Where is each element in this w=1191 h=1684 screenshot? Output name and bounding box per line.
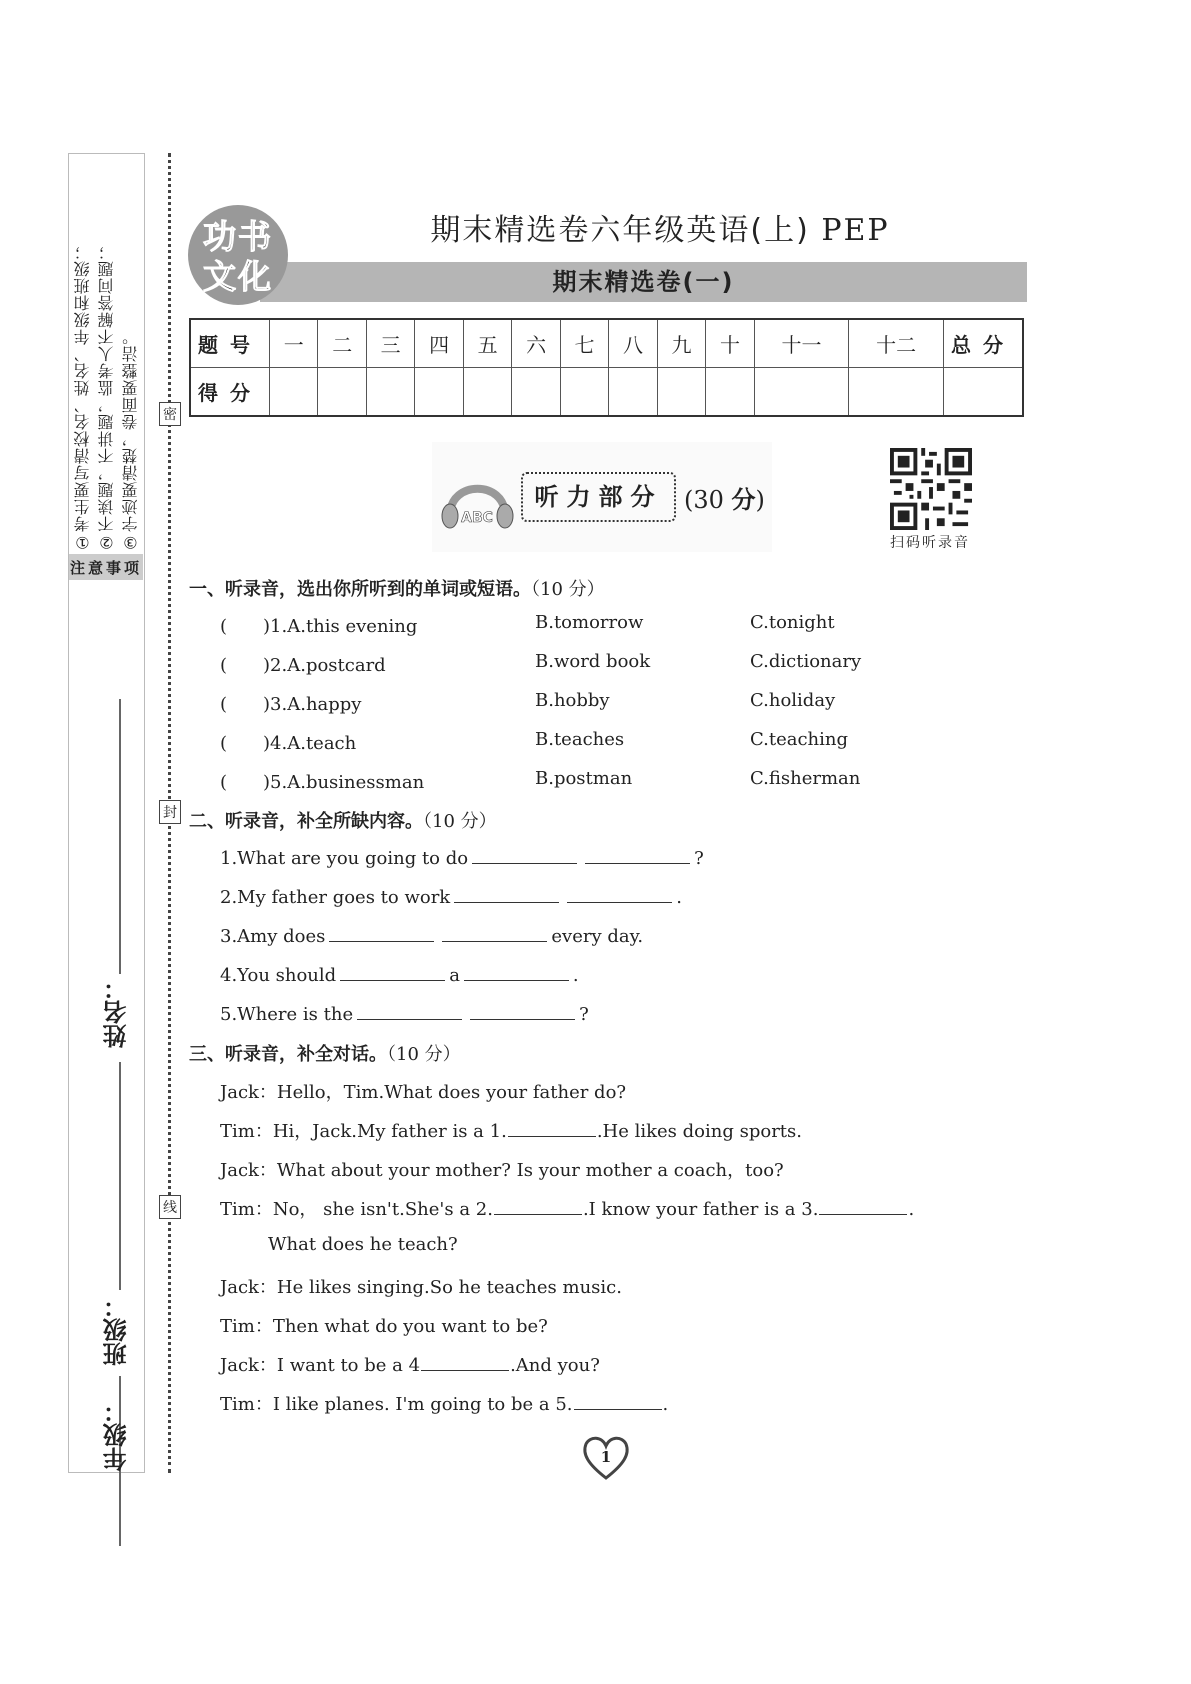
dialogue-line: Tim：No， she isn't.She's a 2. .I know your father is a 3. . xyxy=(220,1195,914,1221)
score-cell[interactable] xyxy=(366,368,414,417)
svg-text:1: 1 xyxy=(600,1448,612,1466)
seal-xian: 线 xyxy=(159,1195,181,1219)
option-b: B.tomorrow xyxy=(535,612,644,633)
score-cell[interactable] xyxy=(270,368,318,417)
fill-blank-row: 2.My father goes to work . xyxy=(220,884,682,908)
dialogue-line: Jack：I want to be a 4 .And you? xyxy=(220,1351,600,1377)
option-b: B.teaches xyxy=(535,729,625,750)
score-header-row: 题号 一 二 三 四 五 六 七 八 九 十 十一 十二 总分 xyxy=(190,319,1023,368)
choice-row: ( )2.A.postcard xyxy=(220,655,386,676)
qr-code-icon[interactable] xyxy=(890,448,972,530)
fill-blank-row: 4.You should a . xyxy=(220,962,579,986)
headphones-icon xyxy=(440,470,515,530)
heart-page-number-icon xyxy=(580,1432,632,1482)
seal-mi: 密 xyxy=(159,402,181,426)
score-cell[interactable] xyxy=(318,368,366,417)
blank-input[interactable] xyxy=(454,884,559,903)
total-score-cell[interactable] xyxy=(944,368,1024,417)
answer-bracket[interactable]: ( )4. xyxy=(220,733,288,754)
score-cell[interactable] xyxy=(463,368,511,417)
page-title: 期末精选卷六年级英语(上) PEP xyxy=(430,213,890,248)
blank-input[interactable] xyxy=(329,923,434,942)
score-cell[interactable] xyxy=(512,368,560,417)
row-label: 题号 xyxy=(190,319,270,368)
choice-row: ( )1.A.this evening xyxy=(220,616,418,637)
note-1: ①考生要写清校名、姓名、年级和班级； xyxy=(73,243,92,552)
blank-input[interactable] xyxy=(464,962,569,981)
notes-label: 注意事项 xyxy=(69,554,143,580)
score-value-row xyxy=(190,368,1023,417)
choice-row: ( )3.A.happy xyxy=(220,694,362,715)
blank-input[interactable] xyxy=(494,1196,582,1215)
dialogue-line: Jack：What about your mother? Is your mother a coach，too? xyxy=(220,1160,784,1181)
dialogue-line: What does he teach? xyxy=(268,1234,458,1255)
blank-input[interactable] xyxy=(585,845,690,864)
option-b: B.word book xyxy=(535,651,651,672)
blank-input[interactable] xyxy=(567,884,672,903)
choice-row: ( )4.A.teach xyxy=(220,733,357,754)
row-label: 得分 xyxy=(190,368,270,417)
listening-score: (30 分) xyxy=(684,486,765,514)
class-label: 班级： xyxy=(103,1294,131,1366)
blank-input[interactable] xyxy=(470,1001,575,1020)
choice-row: ( )5.A.businessman xyxy=(220,772,425,793)
svg-text:ABC: ABC xyxy=(461,510,493,526)
fill-blank-row: 5.Where is the ? xyxy=(220,1001,589,1025)
section-3-title: 三、听录音，补全对话。（10 分） xyxy=(189,1044,461,1065)
paper-subtitle: 期末精选卷(一) xyxy=(552,268,735,296)
blank-input[interactable] xyxy=(508,1118,596,1137)
fill-blank-row: 3.Amy does every day. xyxy=(220,923,643,947)
seal-feng: 封 xyxy=(159,800,181,824)
dialogue-line: Tim：Then what do you want to be? xyxy=(220,1316,548,1337)
grade-label: 年级： xyxy=(103,1399,131,1471)
fill-blank-row: 1.What are you going to do ? xyxy=(220,845,704,869)
note-2: ②不读题，不讲题，监考人不解答问题； xyxy=(97,243,116,552)
answer-bracket[interactable]: ( )1. xyxy=(220,616,288,637)
option-c: C.fisherman xyxy=(750,768,861,789)
section-1-title: 一、听录音，选出你所听到的单词或短语。（10 分） xyxy=(189,579,605,600)
class-input-line[interactable] xyxy=(119,1062,121,1290)
dialogue-line: Tim：I like planes. I'm going to be a 5. . xyxy=(220,1390,668,1416)
option-c: C.tonight xyxy=(750,612,835,633)
blank-input[interactable] xyxy=(472,845,577,864)
score-cell[interactable] xyxy=(706,368,754,417)
option-c: C.holiday xyxy=(750,690,836,711)
binding-sidebar xyxy=(68,153,145,1473)
section-2-title: 二、听录音，补全所缺内容。（10 分） xyxy=(189,811,497,832)
dialogue-line: Jack：Hello，Tim.What does your father do? xyxy=(220,1082,627,1103)
option-b: B.postman xyxy=(535,768,633,789)
brand-logo: 功书 文化 xyxy=(188,205,288,305)
option-b: B.hobby xyxy=(535,690,610,711)
qr-label: 扫码听录音 xyxy=(890,535,970,551)
listening-section-label: 听力部分 xyxy=(521,472,676,522)
blank-input[interactable] xyxy=(819,1196,907,1215)
score-cell[interactable] xyxy=(754,368,849,417)
dialogue-line: Jack：He likes singing.So he teaches music. xyxy=(220,1277,622,1298)
option-c: C.teaching xyxy=(750,729,849,750)
note-3: ③字迹要清楚，卷面要整洁。 xyxy=(121,328,140,552)
option-c: C.dictionary xyxy=(750,651,862,672)
blank-input[interactable] xyxy=(574,1391,662,1410)
score-table xyxy=(189,318,1024,417)
score-cell[interactable] xyxy=(609,368,657,417)
name-label: 姓名： xyxy=(103,976,131,1048)
answer-bracket[interactable]: ( )5. xyxy=(220,772,288,793)
score-cell[interactable] xyxy=(849,368,944,417)
answer-bracket[interactable]: ( )2. xyxy=(220,655,288,676)
exam-notes xyxy=(69,154,143,556)
answer-bracket[interactable]: ( )3. xyxy=(220,694,288,715)
name-input-line[interactable] xyxy=(119,699,121,974)
score-cell[interactable] xyxy=(560,368,608,417)
score-cell[interactable] xyxy=(415,368,463,417)
blank-input[interactable] xyxy=(357,1001,462,1020)
dialogue-line: Tim：Hi，Jack.My father is a 1. .He likes doing sports. xyxy=(220,1117,802,1143)
score-cell[interactable] xyxy=(657,368,705,417)
blank-input[interactable] xyxy=(442,923,547,942)
blank-input[interactable] xyxy=(421,1352,509,1371)
blank-input[interactable] xyxy=(340,962,445,981)
